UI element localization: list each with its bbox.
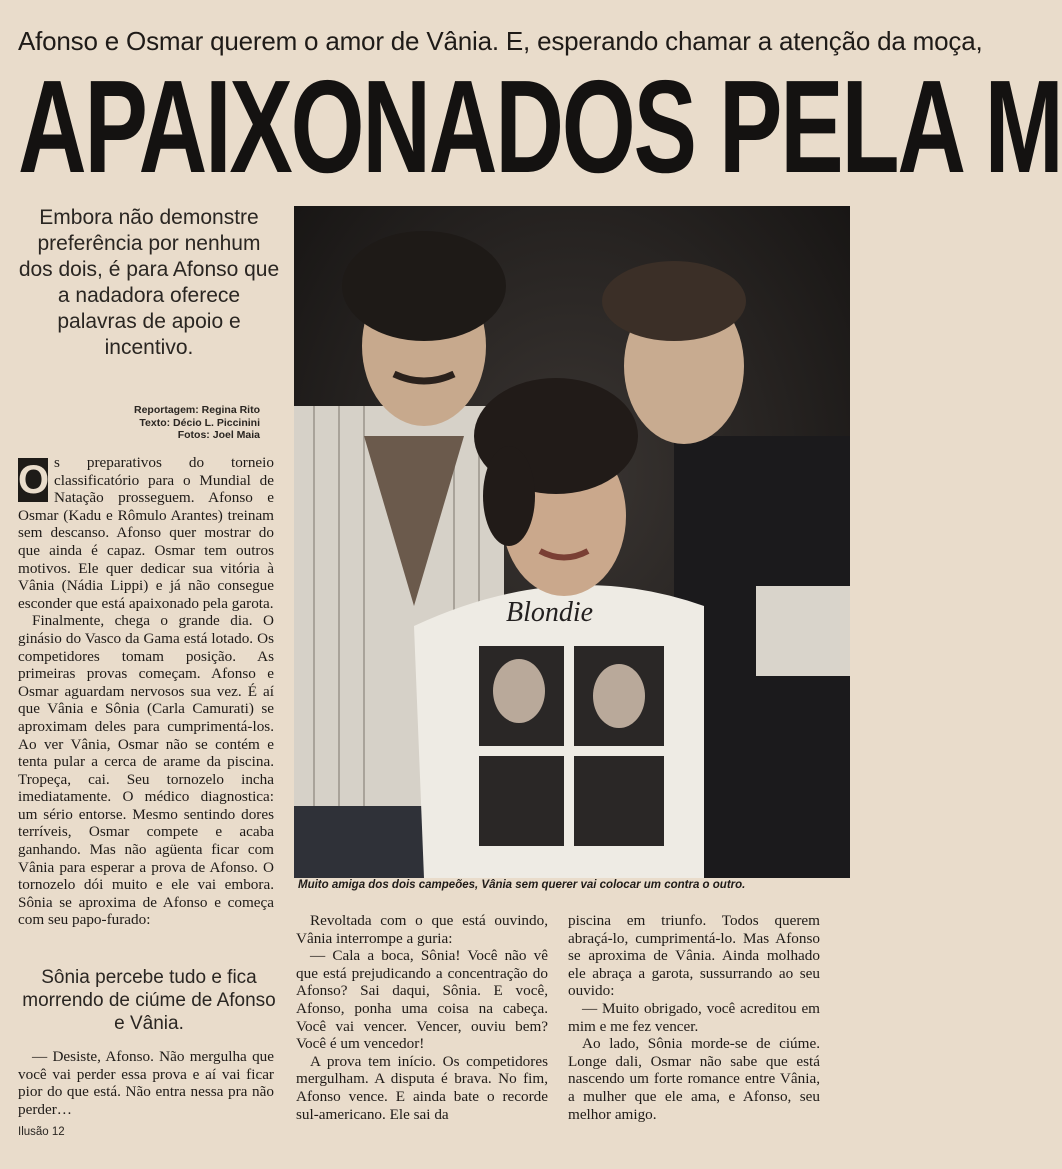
cast-photo <box>294 206 850 878</box>
column2-paragraph-1: Revoltada com o que está ouvindo, Vânia interrompe a guria: <box>296 912 548 947</box>
headline: APAIXONADOS PELA M <box>18 53 1062 200</box>
credit-fotos: Fotos: Joel Maia <box>177 429 260 441</box>
article-column-1-continued <box>18 1048 274 1118</box>
column2-paragraph-2: — Cala a boca, Sônia! Você não vê que está prejudicando a concentração do Afonso? Sai daqui, Sônia. E você, Afonso, ponha uma coisa na cabeça. Você vai vencer. Vencer, ouviu bem? Você é um vencedor! <box>296 947 548 1053</box>
credit-reportagem: Reportagem: Regina Rito <box>133 404 260 416</box>
lede-paragraph: Embora não demonstre preferência por nenhum dos dois, é para Afonso que a nadadora oferece palavras de apoio e incentivo. <box>18 206 280 359</box>
column3-paragraph-2: — Muito obrigado, você acreditou em mim e me fez vencer. <box>568 999 820 1035</box>
article-column-3 <box>568 912 820 1123</box>
pull-quote: Sônia percebe tudo e fica morrendo de ciúme de Afonso e Vânia. <box>22 967 276 1034</box>
credits-block <box>40 404 290 442</box>
photo-caption: Muito amiga dos dois campeões, Vânia sem querer vai colocar um contra o outro. <box>298 879 746 891</box>
column2-paragraph-3: A prova tem início. Os competidores mergulham. A disputa é brava. No fim, Afonso vence. E ainda bate o recorde sul-americano. Ele sai da <box>296 1052 548 1123</box>
photo-illustration <box>294 206 850 878</box>
page-number: Ilusão 12 <box>18 1126 65 1138</box>
column1-paragraph-2: Finalmente, chega o grande dia. O ginásio do Vasco da Gama está lotado. Os competidores tomam posição. As primeiras provas começam. Afonso e Osmar aguardam nervosos sua vez. É aí que Vânia e Sônia (Carla Camurati) se aproximam deles para cumprimentá-los. Ao ver Vânia, Osmar não se contém e tenta pular a cerca de arame da piscina. Tropeça, cai. Seu tornozelo incha imediatamente. O médico diagnostica: um sério entorse. Mesmo sentindo dores terríveis, Osmar compete e acaba ganhando. Mas não agüenta ficar com Vânia para esperar a prova de Afonso. O tornozelo dói muito e ele vai embora. Sônia se aproxima de Afonso e começa com seu papo-furado: <box>18 612 274 929</box>
shirt-logo: Blondie <box>506 597 594 628</box>
drop-cap: O <box>18 458 50 502</box>
column3-paragraph-1: piscina em triunfo. Todos querem abraçá-lo, cumprimentá-lo. Mas Afonso se aproxima de Vânia. Ainda molhado ele abraça a garota, sussurrando ao seu ouvido: <box>568 912 820 1000</box>
column3-paragraph-3: Ao lado, Sônia morde-se de ciúme. Longe dali, Osmar não sabe que está nascendo um forte romance entre Vânia, a mulher que ele ama, e Afonso, seu melhor amigo. <box>568 1035 820 1123</box>
article-column-2 <box>296 912 548 1123</box>
credit-texto: Texto: Décio L. Piccinini <box>139 416 260 429</box>
column1-paragraph-1: s preparativos do torneio classificatório para o Mundial de Natação prosseguem. Afonso e Osmar (Kadu e Rômulo Arantes) treinam sem descanso. Afonso quer mostrar do que ainda é capaz. Osmar tem outros motivos. Ele quer dedicar sua vitória à Vânia (Nádia Lippi) e já não consegue esconder que está apaixonado pela garota. <box>18 454 274 612</box>
column1-paragraph-3: — Desiste, Afonso. Não mergulha que você vai perder essa prova e aí vai ficar pior do que está. Não entra nessa pra não perder… <box>18 1048 274 1118</box>
article-column-1 <box>18 454 274 929</box>
kicker-line: Afonso e Osmar querem o amor de Vânia. E, esperando chamar a atenção da moça, <box>18 26 983 56</box>
